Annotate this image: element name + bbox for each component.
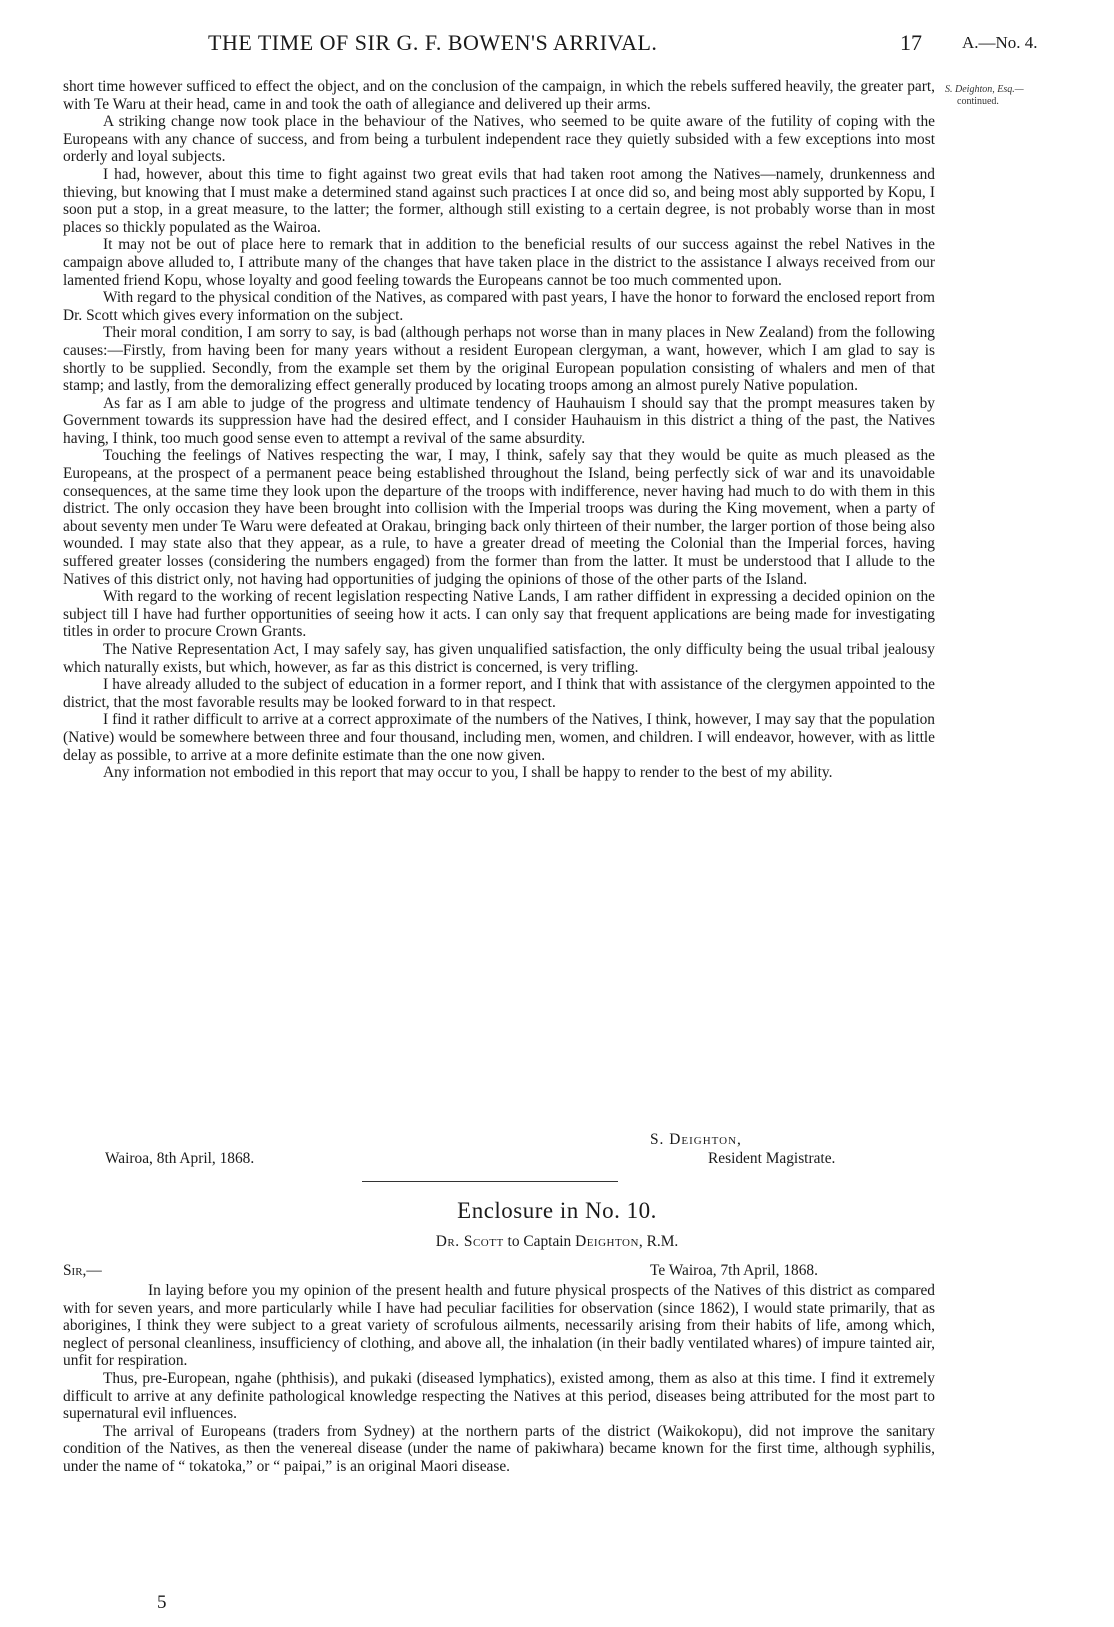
document-reference: A.—No. 4. — [962, 33, 1038, 52]
enclosure-title: Enclosure in No. 10. — [457, 1198, 657, 1223]
enclosure-to-suffix: , R.M. — [638, 1233, 679, 1250]
letter-paragraph: Any information not embodied in this report that may occur to you, I shall be happy to render to the best of my ability. — [103, 764, 833, 782]
letter-paragraph: Their moral condition, I am sorry to say, is bad (although perhaps not worse than in many places in New Zealand) from the following causes:—Firstly, from having been for many years without a resident European clergyman, a want, however, which I am glad to say is shortly to be supplied. Secondly, from the example set them by the original European population consisting of whalers and men of that stamp; and lastly, from the demoralizing effect generally produced by locating troops among an almost purely Native population. — [63, 324, 935, 395]
letter-paragraph: A striking change now took place in the behaviour of the Natives, who seemed to be quite aware of the futility of coping with the Europeans with any chance of success, and from being a turbulent independent race they quietly subsided with a few exceptions into most orderly and loyal subjects. — [63, 113, 935, 166]
margin-note — [945, 84, 1065, 108]
letter-paragraph: I had, however, about this time to fight against two great evils that had taken root among the Natives—namely, drunkenness and thieving, but knowing that I must make a determined stand against such practices I at once did so, and being most ably supported by Kopu, I soon put a stop, in a great measure, to the latter; the former, although still existing to a certain degree, is not probably worse than in most places so thickly populated as the Wairoa. — [63, 165, 935, 236]
salutation: Sir,— — [63, 1262, 102, 1279]
margin-note-continued: continued. — [957, 96, 999, 107]
letter-paragraph: The Native Representation Act, I may safely say, has given unqualified satisfaction, the only difficulty being the usual tribal jealousy which naturally exists, but which, however, as far as this district is concerned, is very trifling. — [63, 641, 935, 676]
letter-paragraph: With regard to the physical condition of the Natives, as compared with past years, I have the honor to forward the enclosed report from Dr. Scott which gives every information on the subject. — [63, 289, 935, 324]
letter-paragraph: As far as I am able to judge of the progress and ultimate tendency of Hauhauism I should say that the prompt measures taken by Government towards its suppression have had the desired effect, and I consider Hauhauism in this district a thing of the past, the Natives having, I think, too much good sense even to attempt a revival of the same absurdity. — [63, 394, 935, 447]
enclosure-place-date: Te Wairoa, 7th April, 1868. — [650, 1262, 818, 1279]
section-divider — [362, 1181, 618, 1182]
enclosure-to: Deighton — [575, 1233, 639, 1250]
signature-name: S. Deighton, — [650, 1131, 742, 1148]
letter-paragraph: It may not be out of place here to remark that in addition to the beneficial results of our success against the rebel Natives in the campaign above alluded to, I attribute many of the changes that have taken place in the district to the assistance I always received from our lamented friend Kopu, whose loyalty and good feeling towards the Europeans cannot be too much commented upon. — [63, 236, 935, 289]
signature-title: Resident Magistrate. — [708, 1150, 836, 1167]
enclosure-to-word: to Captain — [503, 1233, 576, 1250]
letter-paragraph: I have already alluded to the subject of education in a former report, and I think that with assistance of the clergymen appointed to the district, that the most favorable results may be looked forward to in that respect. — [63, 676, 935, 711]
page-number: 17 — [900, 30, 922, 55]
page-title: THE TIME OF SIR G. F. BOWEN'S ARRIVAL. — [208, 30, 658, 55]
letter-paragraph: Touching the feelings of Natives respecting the war, I may, I think, safely say that they would be quite as much pleased as the Europeans, at the prospect of a permanent peace being established throughout the Island, being perfectly sick of war and its unavoidable consequences, at the same time they look upon the departure of the troops with indifference, never having had much to do with them in this district. The only occasion they have been brought into collision with the Imperial troops was during the King movement, when a party of about seventy men under Te Waru were defeated at Orakau, bringing back only thirteen of their number, the larger portion of those being also wounded. I may state also that they appear, as a rule, to have a greater dread of meeting the Colonial than the Imperial forces, having suffered greater losses (considering the numbers engaged) from the former than from the latter. It must be understood that I allude to the Natives of this district only, not having had opportunities of judging the opinions of those of the other parts of the Island. — [63, 447, 935, 588]
letter-place-date: Wairoa, 8th April, 1868. — [105, 1150, 255, 1167]
page-header — [0, 30, 1114, 60]
footer-signature-number: 5 — [157, 1592, 167, 1613]
enclosure-paragraph: The arrival of Europeans (traders from Sydney) at the northern parts of the district (Waikokopu), did not improve the sanitary condition of the Natives, as then the venereal disease (under the name of pakiwhara) became known for the first time, although syphilis, under the name of “ tokatoka,” or “ paipai,” is an original Maori disease. — [63, 1422, 935, 1475]
letter-body — [63, 78, 935, 782]
enclosure-paragraph: Thus, pre-European, ngahe (phthisis), and pukaki (diseased lymphatics), existed among, them as also at this time. I find it extremely difficult to arrive at any definite pathological knowledge respecting the Natives at this period, diseases being attributed for the most part to supernatural evil influences. — [63, 1369, 935, 1423]
enclosure-from: Dr. Scott — [435, 1233, 504, 1250]
letter-paragraph: short time however sufficed to effect the object, and on the conclusion of the campaign, in which the rebels suffered heavily, the greater part, with Te Waru at their head, came in and took the oath of allegiance and delivered up their arms. — [63, 78, 935, 113]
letter-paragraph: I find it rather difficult to arrive at a correct approximate of the numbers of the Natives, I think, however, I may say that the population (Native) would be somewhere between three and four thousand, including men, women, and children. I will endeavor, however, with as little delay as possible, to arrive at a more definite estimate than the one now given. — [63, 711, 935, 764]
letter-paragraph: With regard to the working of recent legislation respecting Native Lands, I am rather diffident in expressing a decided opinion on the subject till I have had further opportunities of seeing how it acts. I can only say that frequent applications are being made for investigating titles in order to procure Crown Grants. — [63, 588, 935, 641]
margin-note-name: S. Deighton, Esq.— — [945, 84, 1024, 95]
enclosure-subtitle — [0, 1233, 1114, 1251]
enclosure-paragraph: In laying before you my opinion of the present health and future physical prospects of the Natives of this district as compared with for seven years, and more particularly while I have had peculiar facilities for observation (since 1862), I would state primarily, that as aborigines, I think they were subject to a great variety of scrofulous ailments, necessarily arising from their habits of life, among which, neglect of personal cleanliness, insufficiency of clothing, and above all, the inhalation (in their badly ventilated whares) of impure tainted air, unfit for respiration. — [63, 1282, 935, 1370]
enclosure-body — [63, 1282, 935, 1476]
